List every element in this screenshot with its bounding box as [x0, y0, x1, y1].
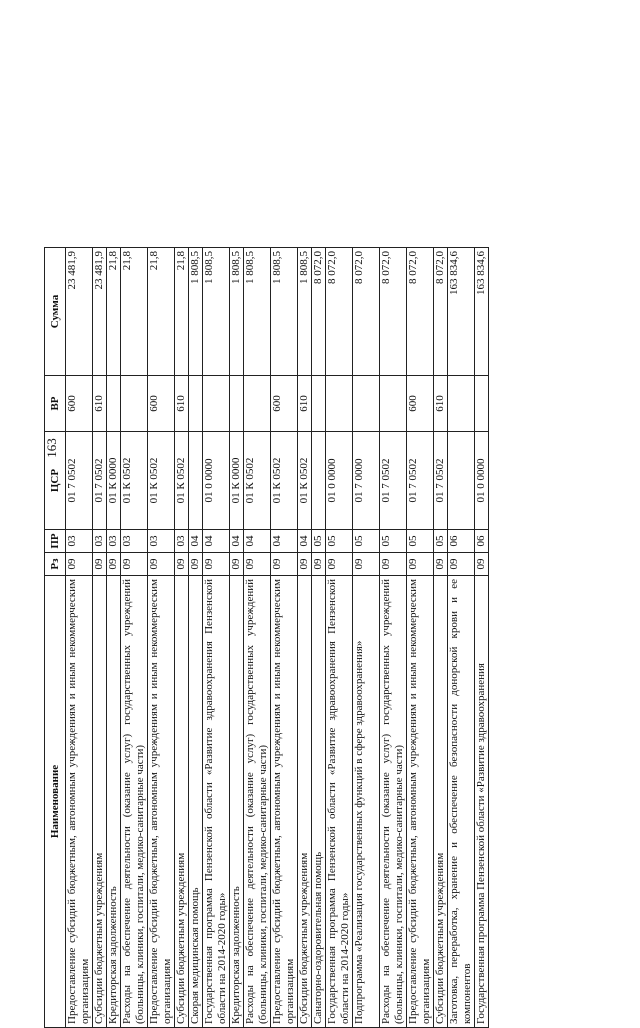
table-row	[407, 248, 434, 1028]
row-rz: 09	[271, 553, 298, 576]
table-row	[121, 248, 148, 1028]
row-vr: 610	[434, 376, 448, 432]
table-row	[230, 248, 244, 1028]
row-pr: 05	[312, 530, 326, 553]
row-vr: 610	[93, 376, 107, 432]
row-sum: 1 808,5	[244, 248, 271, 376]
row-sum: 21,8	[175, 248, 189, 376]
row-vr	[353, 376, 380, 432]
row-sum: 21,8	[148, 248, 175, 376]
budget-table	[44, 247, 489, 1028]
row-rz: 09	[93, 553, 107, 576]
row-pr: 06	[448, 530, 475, 553]
row-vr: 600	[66, 376, 93, 432]
table-row	[434, 248, 448, 1028]
row-rz: 09	[244, 553, 271, 576]
row-rz: 09	[66, 553, 93, 576]
row-rz: 09	[148, 553, 175, 576]
row-name: Санаторно-оздоровительная помощь	[312, 576, 326, 1028]
row-csr: 01 7 0000	[353, 432, 380, 530]
row-vr	[203, 376, 230, 432]
row-csr: 01 К 0000	[230, 432, 244, 530]
row-csr: 01 7 0502	[407, 432, 434, 530]
row-sum: 21,8	[121, 248, 148, 376]
table-row	[353, 248, 380, 1028]
row-rz: 09	[121, 553, 148, 576]
row-sum: 8 072,0	[353, 248, 380, 376]
row-name: Расходы на обеспечение деятельности (оказание услуг) государственных учреждений (больницы, клиники, госпитали, медико-санитарные части)	[244, 576, 271, 1028]
table-row	[380, 248, 407, 1028]
row-csr: 01 К 0502	[148, 432, 175, 530]
row-csr: 01 7 0502	[434, 432, 448, 530]
row-name: Подпрограмма «Реализация государственных функций в сфере здравоохранения»	[353, 576, 380, 1028]
row-name: Субсидии бюджетным учреждениям	[93, 576, 107, 1028]
rotated-table-container	[44, 248, 532, 1028]
row-sum: 163 834,6	[448, 248, 475, 376]
row-rz: 09	[189, 553, 203, 576]
row-name: Расходы на обеспечение деятельности (оказание услуг) государственных учреждений (больницы, клиники, госпитали, медико-санитарные части)	[380, 576, 407, 1028]
row-csr: 01 К 0000	[107, 432, 121, 530]
row-vr: 610	[175, 376, 189, 432]
row-vr	[107, 376, 121, 432]
row-pr: 06	[475, 530, 489, 553]
table-row	[107, 248, 121, 1028]
row-pr: 03	[175, 530, 189, 553]
row-name: Заготовка, переработка, хранение и обеспечение безопасности донорской крови и ее компонентов	[448, 576, 475, 1028]
row-name: Государственная программа Пензенской области «Развитие здравоохранения Пензенской области на 2014-2020 годы»	[203, 576, 230, 1028]
row-vr	[244, 376, 271, 432]
row-name: Предоставление субсидий бюджетным, автономным учреждениям и иным некоммерческим организациям	[148, 576, 175, 1028]
table-row	[189, 248, 203, 1028]
row-vr	[121, 376, 148, 432]
row-rz: 09	[175, 553, 189, 576]
row-rz: 09	[475, 553, 489, 576]
row-rz: 09	[203, 553, 230, 576]
row-sum: 23 481,9	[66, 248, 93, 376]
row-vr	[189, 376, 203, 432]
row-csr	[189, 432, 203, 530]
row-pr: 05	[326, 530, 353, 553]
row-sum: 8 072,0	[434, 248, 448, 376]
row-sum: 8 072,0	[312, 248, 326, 376]
table-row	[203, 248, 230, 1028]
row-csr: 01 К 0502	[244, 432, 271, 530]
table-header-row	[45, 248, 66, 1028]
row-pr: 03	[93, 530, 107, 553]
row-vr: 600	[148, 376, 175, 432]
row-csr: 01 0 0000	[203, 432, 230, 530]
row-rz: 09	[380, 553, 407, 576]
row-rz: 09	[298, 553, 312, 576]
row-vr	[448, 376, 475, 432]
row-pr: 04	[298, 530, 312, 553]
row-vr: 610	[298, 376, 312, 432]
row-name: Предоставление субсидий бюджетным, автономным учреждениям и иным некоммерческим организациям	[66, 576, 93, 1028]
table-row	[298, 248, 312, 1028]
row-name: Субсидии бюджетным учреждениям	[298, 576, 312, 1028]
row-vr	[475, 376, 489, 432]
row-csr: 01 0 0000	[326, 432, 353, 530]
row-sum: 8 072,0	[380, 248, 407, 376]
row-vr	[380, 376, 407, 432]
row-name: Кредиторская задолженность	[107, 576, 121, 1028]
row-csr: 01 7 0502	[66, 432, 93, 530]
table-row	[66, 248, 93, 1028]
row-rz: 09	[107, 553, 121, 576]
row-vr: 600	[407, 376, 434, 432]
table-row	[93, 248, 107, 1028]
row-pr: 04	[230, 530, 244, 553]
row-sum: 163 834,6	[475, 248, 489, 376]
row-sum: 1 808,5	[203, 248, 230, 376]
row-csr: 01 К 0502	[175, 432, 189, 530]
row-sum: 1 808,5	[189, 248, 203, 376]
header-rz: Рз	[45, 553, 66, 576]
row-vr: 600	[271, 376, 298, 432]
row-rz: 09	[312, 553, 326, 576]
row-name: Государственная программа Пензенской области «Развитие здравоохранения	[475, 576, 489, 1028]
row-rz: 09	[326, 553, 353, 576]
row-csr	[312, 432, 326, 530]
row-rz: 09	[353, 553, 380, 576]
row-rz: 09	[448, 553, 475, 576]
row-csr	[448, 432, 475, 530]
page-number: 163	[44, 438, 59, 458]
row-pr: 03	[148, 530, 175, 553]
row-sum: 21,8	[107, 248, 121, 376]
row-csr: 01 К 0502	[121, 432, 148, 530]
row-csr: 01 К 0502	[298, 432, 312, 530]
header-sum: Сумма	[45, 248, 66, 376]
row-sum: 1 808,5	[271, 248, 298, 376]
header-csr: ЦСР	[45, 432, 66, 530]
row-sum: 8 072,0	[326, 248, 353, 376]
row-pr: 03	[121, 530, 148, 553]
row-name: Субсидии бюджетным учреждениям	[175, 576, 189, 1028]
row-pr: 05	[407, 530, 434, 553]
table-row	[175, 248, 189, 1028]
table-row	[448, 248, 475, 1028]
row-sum: 8 072,0	[407, 248, 434, 376]
row-name: Расходы на обеспечение деятельности (оказание услуг) государственных учреждений (больницы, клиники, госпитали, медико-санитарные части)	[121, 576, 148, 1028]
row-pr: 04	[203, 530, 230, 553]
table-row	[312, 248, 326, 1028]
row-name: Скорая медицинская помощь	[189, 576, 203, 1028]
header-name: Наименование	[45, 576, 66, 1028]
row-pr: 05	[380, 530, 407, 553]
row-name: Предоставление субсидий бюджетным, автономным учреждениям и иным некоммерческим организациям	[271, 576, 298, 1028]
row-vr	[312, 376, 326, 432]
row-csr: 01 0 0000	[475, 432, 489, 530]
header-pr: ПР	[45, 530, 66, 553]
table-row	[326, 248, 353, 1028]
row-pr: 04	[271, 530, 298, 553]
table-row	[475, 248, 489, 1028]
row-csr: 01 7 0502	[93, 432, 107, 530]
row-name: Предоставление субсидий бюджетным, автономным учреждениям и иным некоммерческим организациям	[407, 576, 434, 1028]
row-sum: 1 808,5	[230, 248, 244, 376]
row-pr: 03	[66, 530, 93, 553]
header-vr: ВР	[45, 376, 66, 432]
row-pr: 04	[244, 530, 271, 553]
row-pr: 05	[353, 530, 380, 553]
row-name: Субсидии бюджетным учреждениям	[434, 576, 448, 1028]
row-csr: 01 К 0502	[271, 432, 298, 530]
row-pr: 05	[434, 530, 448, 553]
row-name: Кредиторская задолженность	[230, 576, 244, 1028]
table-row	[271, 248, 298, 1028]
row-sum: 23 481,9	[93, 248, 107, 376]
table-row	[244, 248, 271, 1028]
row-vr	[326, 376, 353, 432]
row-csr: 01 7 0502	[380, 432, 407, 530]
row-name: Государственная программа Пензенской области «Развитие здравоохранения Пензенской области на 2014-2020 годы»	[326, 576, 353, 1028]
table-row	[148, 248, 175, 1028]
row-vr	[230, 376, 244, 432]
row-rz: 09	[230, 553, 244, 576]
row-rz: 09	[407, 553, 434, 576]
row-pr: 03	[107, 530, 121, 553]
row-rz: 09	[434, 553, 448, 576]
row-sum: 1 808,5	[298, 248, 312, 376]
row-pr: 04	[189, 530, 203, 553]
